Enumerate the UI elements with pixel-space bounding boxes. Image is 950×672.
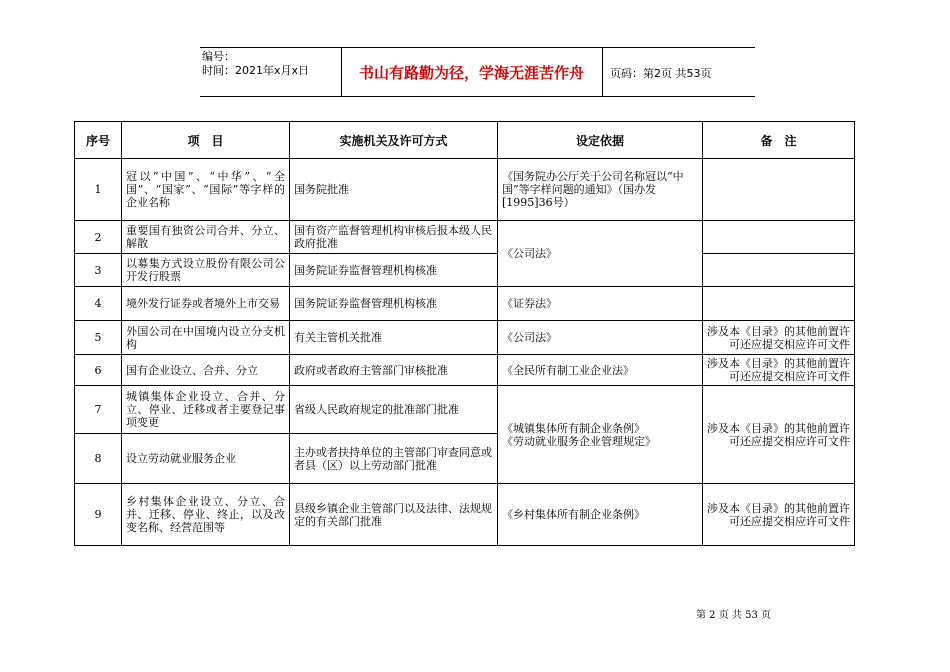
table-row: [75, 254, 855, 287]
col-header-note: 备 注: [703, 122, 855, 159]
header-page-code: 页码：第2页 共53页: [610, 67, 712, 80]
table-row: [75, 159, 855, 221]
row-basis: 《全民所有制工业企业法》: [498, 355, 703, 386]
row-item: 城镇集体企业设立、合并、分立、停业、迁移或者主要登记事项变更: [122, 386, 290, 434]
row-note: [703, 159, 855, 221]
table-row: [75, 484, 855, 546]
row-agency: 省级人民政府规定的批准部门批准: [290, 386, 498, 434]
row-basis: 《乡村集体所有制企业条例》: [498, 484, 703, 546]
table-row: [75, 386, 855, 434]
row-number: 3: [75, 254, 122, 287]
col-header-no: 序号: [75, 122, 122, 159]
row-number: 5: [75, 321, 122, 355]
row-note: [703, 254, 855, 287]
row-agency: 国有资产监督管理机构审核后报本级人民政府批准: [290, 221, 498, 254]
col-header-basis: 设定依据: [498, 122, 703, 159]
row-number: 9: [75, 484, 122, 546]
col-header-item: 项 目: [122, 122, 290, 159]
row-note: 涉及本《目录》的其他前置许可还应提交相应许可文件: [703, 321, 855, 355]
row-note: 涉及本《目录》的其他前置许可还应提交相应许可文件: [703, 355, 855, 386]
header-meta: [202, 50, 309, 78]
row-note: 涉及本《目录》的其他前置许可还应提交相应许可文件: [703, 484, 855, 546]
table-row: [75, 321, 855, 355]
doc-code-label: 编号：: [202, 50, 235, 63]
table-row: [75, 287, 855, 321]
row-number: 1: [75, 159, 122, 221]
row-item: 国有企业设立、合并、分立: [122, 355, 290, 386]
row-number: 4: [75, 287, 122, 321]
table-row: [75, 355, 855, 386]
permits-table: [74, 121, 855, 546]
row-note: [703, 287, 855, 321]
row-agency: 国务院批准: [290, 159, 498, 221]
row-item: 冠以“中国”、“中华”、“全国”、“国家”、“国际”等字样的企业名称: [122, 159, 290, 221]
row-item: 以募集方式设立股份有限公司公开发行股票: [122, 254, 290, 287]
doc-time: 时间：2021年x月x日: [202, 64, 310, 77]
row-basis: 《证券法》: [498, 287, 703, 321]
row-agency: 有关主管机关批准: [290, 321, 498, 355]
row-item: 乡村集体企业设立、分立、合并、迁移、停业、终止，以及改变名称、经营范围等: [122, 484, 290, 546]
page-header: [200, 47, 755, 97]
page-footer: 第 2 页 共 53 页: [696, 610, 771, 621]
row-agency: 主办或者扶持单位的主管部门审查同意或者县（区）以上劳动部门批准: [290, 434, 498, 484]
row-item: 境外发行证券或者境外上市交易: [122, 287, 290, 321]
row-basis: 《公司法》: [498, 321, 703, 355]
col-header-agency: 实施机关及许可方式: [290, 122, 498, 159]
row-number: 2: [75, 221, 122, 254]
row-basis: 《城镇集体所有制企业条例》 《劳动就业服务企业管理规定》: [498, 386, 703, 484]
row-agency: 国务院证券监督管理机构核准: [290, 254, 498, 287]
row-item: 外国公司在中国境内设立分支机构: [122, 321, 290, 355]
row-agency: 国务院证券监督管理机构核准: [290, 287, 498, 321]
row-agency: 县级乡镇企业主管部门以及法律、法规规定的有关部门批准: [290, 484, 498, 546]
table-header-row: [75, 122, 855, 159]
table-row: [75, 221, 855, 254]
header-motto: 书山有路勤为径，学海无涯苦作舟: [358, 64, 584, 82]
row-note: [703, 221, 855, 254]
row-number: 6: [75, 355, 122, 386]
row-agency: 政府或者政府主管部门审核批准: [290, 355, 498, 386]
row-number: 7: [75, 386, 122, 434]
row-note: 涉及本《目录》的其他前置许可还应提交相应许可文件: [703, 386, 855, 484]
row-item: 设立劳动就业服务企业: [122, 434, 290, 484]
row-basis: 《公司法》: [498, 221, 703, 287]
row-basis: 《国务院办公厅关于公司名称冠以“中国”等字样问题的通知》（国办发[1995]36号）: [498, 159, 703, 221]
row-number: 8: [75, 434, 122, 484]
row-item: 重要国有独资公司合并、分立、解散: [122, 221, 290, 254]
